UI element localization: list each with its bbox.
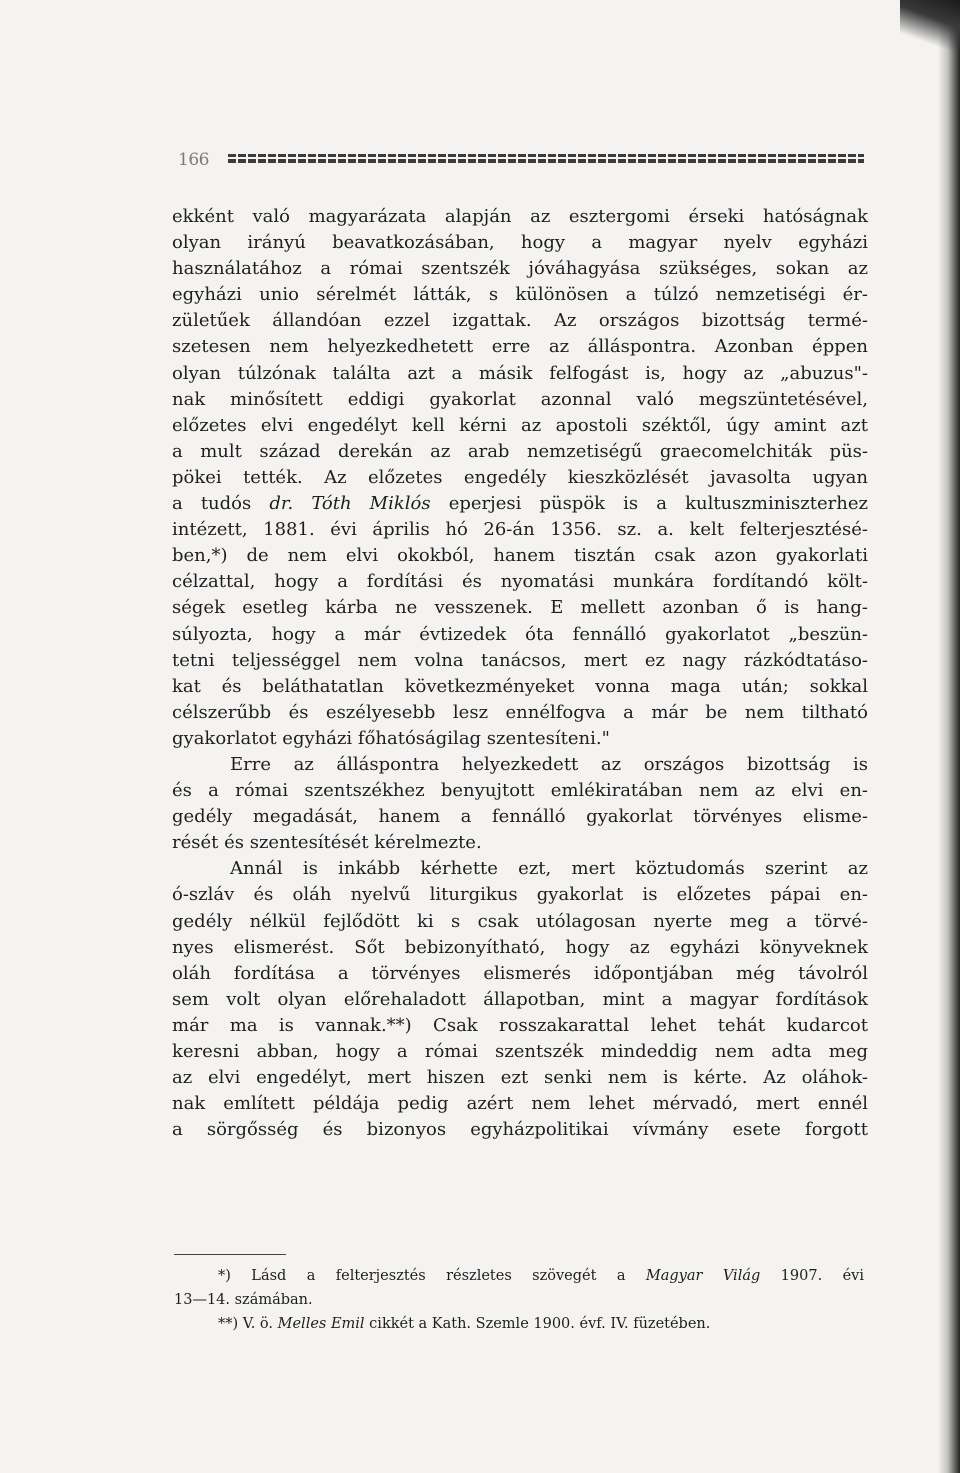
footnote-separator	[174, 1254, 286, 1255]
text-line: használatához a római szentszék jóváhagyása szükséges, sokan az	[172, 258, 868, 280]
text-line: keresni abban, hogy a római szentszék mindeddig nem adta meg	[172, 1041, 868, 1062]
text-line: oláh fordítása a törvényes elismerés időpontjában még távolról	[172, 962, 868, 984]
text-line: ségek esetleg kárba ne vesszenek. E mellett azonban ő is hang-	[172, 597, 868, 619]
text-line: célzattal, hogy a fordítási és nyomatási munkára fordítandó költ-	[172, 571, 868, 593]
footnote-1-cont: 13—14. számában.	[174, 1292, 313, 1308]
page-edge-shadow	[938, 0, 960, 1473]
text-line: előzetes elvi engedélyt kell kérni az apostoli széktől, úgy amint azt	[172, 414, 868, 436]
text-line: olyan túlzónak találta azt a másik felfogást is, hogy az „abuzus"-	[172, 362, 868, 384]
text-line: sem volt olyan előrehaladott állapotban, mint a magyar fordítások	[172, 988, 868, 1010]
text-line: rését és szentesítését kérelmezte.	[172, 832, 482, 854]
text-line: nyes elismerést. Sőt bebizonyítható, hogy az egyházi könyveknek	[172, 936, 868, 958]
text-line: szetesen nem helyezkedhetett erre az álláspontra. Azonban éppen	[172, 336, 868, 358]
text-line: nak minősített eddigi gyakorlat azonnal való megszüntetésével,	[172, 388, 868, 410]
text-line: célszerűbb és eszélyesebb lesz ennélfogva a már be nem tiltható	[172, 701, 868, 723]
text-line: a mult század derekán az arab nemzetiségű graecomelchiták püs-	[172, 440, 868, 462]
text-line: intézett, 1881. évi április hó 26-án 1356. sz. a. kelt felterjesztésé-	[172, 519, 868, 541]
text-fragment: **) V. ö.	[218, 1316, 278, 1332]
text-line	[172, 491, 868, 517]
italic-person-name: Tóth Miklós	[311, 493, 431, 515]
italic-author-name: Melles Emil	[277, 1316, 365, 1332]
text-line: gedély megadását, hanem a fennálló gyakorlat törvényes elisme-	[172, 806, 868, 828]
text-line: a sörgősség és bizonyos egyházpolitikai vívmány esete forgott	[172, 1119, 868, 1141]
text-fragment: *) Lásd a felterjesztés részletes szövegét a	[218, 1268, 646, 1284]
text-line: már ma is vannak.**) Csak rosszakarattal lehet tehát kudarcot	[172, 1014, 868, 1036]
text-line: Erre az álláspontra helyezkedett az országos bizottság is	[230, 753, 868, 775]
footnote-1	[174, 1264, 864, 1288]
page-number: 166	[178, 150, 209, 170]
text-line: tetni teljességgel nem volna tanácsos, mert ez nagy rázkódtatáso-	[172, 649, 868, 671]
text-line: egyházi unio sérelmét látták, s különösen a túlzó nemzetiségi ér-	[172, 284, 868, 306]
text-line: gyakorlatot egyházi főhatóságilag szentesíteni."	[172, 727, 610, 749]
text-line: súlyozta, hogy a már évtizedek óta fennálló gyakorlatot „beszün-	[172, 623, 868, 645]
text-line: zületűek állandóan ezzel izgattak. Az országos bizottság termé-	[172, 310, 868, 332]
text-fragment: 1907. évi	[760, 1268, 864, 1284]
text-line: pökei tették. Az előzetes engedély kieszközlését javasolta ugyan	[172, 466, 868, 488]
header-rule	[228, 154, 864, 163]
text-line: és a római szentszékhez benyujtott emlékiratában nem az elvi en-	[172, 780, 868, 802]
body-text	[172, 204, 868, 1143]
scan-corner-mark	[900, 0, 960, 70]
text-line: nak említett példája pedig azért nem lehet mérvadó, mert ennél	[172, 1093, 868, 1115]
text-fragment: a tudós	[172, 493, 270, 515]
page-header	[178, 150, 864, 174]
text-line: Annál is inkább kérhette ezt, mert köztudomás szerint az	[230, 858, 868, 880]
text-line: gedély nélkül fejlődött ki s csak utólagosan nyerte meg a törvé-	[172, 910, 868, 932]
text-fragment: eperjesi püspök is a kultuszminiszterhez	[430, 493, 868, 515]
text-line: kat és beláthatatlan következményeket vonna maga után; sokkal	[172, 675, 868, 697]
text-fragment: cikkét a Kath. Szemle 1900. évf. IV. füzetében.	[364, 1316, 711, 1332]
italic-abbrev: dr.	[269, 493, 294, 515]
footnotes	[174, 1264, 864, 1336]
text-line: ekként való magyarázata alapján az esztergomi érseki hatóságnak	[172, 206, 868, 227]
text-fragment	[293, 493, 311, 514]
italic-source-title: Magyar Világ	[645, 1268, 761, 1284]
text-line: az elvi engedélyt, mert hiszen ezt senki nem is kérte. Az oláhok-	[172, 1067, 868, 1089]
text-line: olyan irányú beavatkozásában, hogy a magyar nyelv egyházi	[172, 232, 868, 254]
text-line: ben,*) de nem elvi okokból, hanem tisztán csak azon gyakorlati	[172, 545, 868, 567]
text-line: ó-szláv és oláh nyelvű liturgikus gyakorlat is előzetes pápai en-	[172, 884, 868, 906]
footnote-2	[174, 1312, 864, 1336]
